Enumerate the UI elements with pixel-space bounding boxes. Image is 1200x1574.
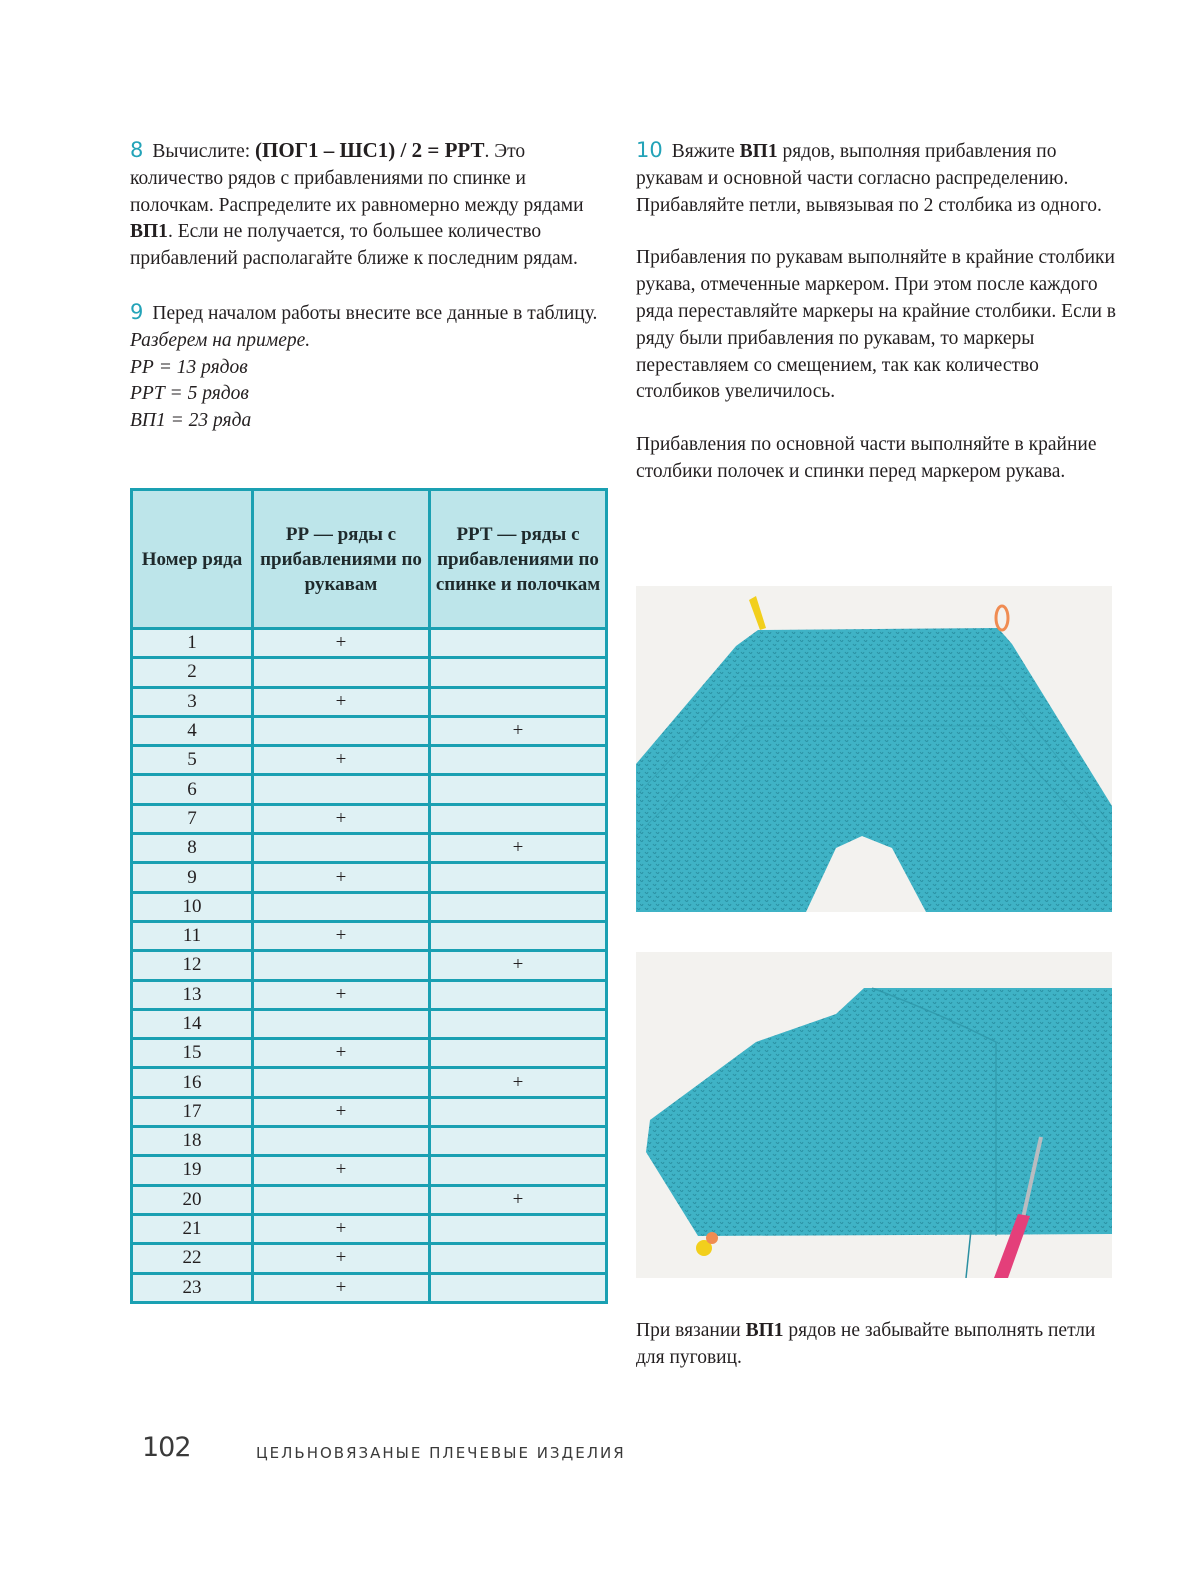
sleeve-increase-cell xyxy=(253,1127,430,1156)
step-number: 8 xyxy=(130,138,144,162)
row-number-cell: 21 xyxy=(132,1214,253,1243)
body-increase-cell xyxy=(430,687,607,716)
paragraph-sleeve-increases: Прибавления по рукавам выполняйте в крайние столбики рукава, отмеченные маркером. При этом после каждого ряда переставляйте маркеры на крайние столбики. Если в ряду были прибавления по рукавам, то маркеры переставляем со смещением, так как количество столбиков увеличилось. xyxy=(636,247,1116,403)
sleeve-increase-cell: + xyxy=(253,1214,430,1243)
page-number: 102 xyxy=(142,1432,191,1463)
table-row xyxy=(132,1156,607,1185)
paragraph-body-increases: Прибавления по основной части выполняйте в крайние столбики полочек и спинки перед маркером рукава. xyxy=(636,434,1097,482)
formula: (ПОГ1 – ШС1) / 2 = РРТ xyxy=(255,138,485,162)
row-number-cell: 1 xyxy=(132,629,253,658)
sleeve-increase-cell: + xyxy=(253,921,430,950)
table-row xyxy=(132,1097,607,1126)
table-row xyxy=(132,834,607,863)
row-number-cell: 9 xyxy=(132,863,253,892)
sleeve-increase-cell: + xyxy=(253,1039,430,1068)
step-8: 8 Вычислите: (ПОГ1 – ШС1) / 2 = РРТ. Это количество рядов с прибавлениями по спинке и полочкам. Распределите их равномерно между рядами ВП1. Если не получается, то большее количество прибавлений располагайте ближе к последним рядам. xyxy=(130,138,584,270)
header-row-number: Номер ряда xyxy=(132,490,253,629)
step-9: 9 Перед началом работы внесите все данные в таблицу. Разберем на примере. РР = 13 рядов РРТ = 5 рядов ВП1 = 23 ряда xyxy=(130,299,598,432)
table-row xyxy=(132,1244,607,1273)
body-increase-cell xyxy=(430,1097,607,1126)
row-number-cell: 16 xyxy=(132,1068,253,1097)
body-increase-cell xyxy=(430,892,607,921)
step-number: 9 xyxy=(130,299,144,324)
table-row xyxy=(132,1273,607,1302)
body-increase-cell xyxy=(430,1127,607,1156)
sleeve-increase-cell: + xyxy=(253,1244,430,1273)
example-line: ВП1 = 23 ряда xyxy=(130,410,252,432)
sleeve-increase-cell: + xyxy=(253,1097,430,1126)
row-number-cell: 18 xyxy=(132,1127,253,1156)
body-increase-cell xyxy=(430,1156,607,1185)
sleeve-increase-cell: + xyxy=(253,980,430,1009)
buttonhole-note: При вязании ВП1 рядов не забывайте выполнять петли для пуговиц. xyxy=(636,1320,1096,1368)
sleeve-increase-cell xyxy=(253,775,430,804)
table-row xyxy=(132,687,607,716)
table-row xyxy=(132,658,607,687)
sleeve-increase-cell: + xyxy=(253,687,430,716)
sleeve-increase-cell xyxy=(253,834,430,863)
sleeve-increase-cell: + xyxy=(253,629,430,658)
body-increase-cell xyxy=(430,629,607,658)
table-row xyxy=(132,892,607,921)
body-increase-cell xyxy=(430,921,607,950)
photo-yoke-with-hook xyxy=(636,952,1112,1278)
body-increase-cell xyxy=(430,980,607,1009)
table-row xyxy=(132,804,607,833)
table-header-row xyxy=(132,490,607,629)
sleeve-increase-cell xyxy=(253,1185,430,1214)
header-body-increases: РРТ — ряды с прибавлениями по спинке и полочкам xyxy=(430,490,607,629)
body-increase-cell xyxy=(430,658,607,687)
row-number-cell: 17 xyxy=(132,1097,253,1126)
sleeve-increase-cell xyxy=(253,716,430,745)
row-number-cell: 23 xyxy=(132,1273,253,1302)
row-number-cell: 19 xyxy=(132,1156,253,1185)
sleeve-increase-cell xyxy=(253,892,430,921)
body-increase-cell: + xyxy=(430,1185,607,1214)
sleeve-increase-cell: + xyxy=(253,746,430,775)
sleeve-increase-cell: + xyxy=(253,804,430,833)
sleeve-increase-cell xyxy=(253,1009,430,1038)
body-increase-cell: + xyxy=(430,951,607,980)
body-increase-cell xyxy=(430,746,607,775)
body-increase-cell xyxy=(430,804,607,833)
header-sleeve-increases: РР — ряды с прибавлениями по рукавам xyxy=(253,490,430,629)
row-number-cell: 2 xyxy=(132,658,253,687)
row-number-cell: 20 xyxy=(132,1185,253,1214)
sleeve-increase-cell xyxy=(253,1068,430,1097)
row-number-cell: 14 xyxy=(132,1009,253,1038)
table-row xyxy=(132,951,607,980)
table-row xyxy=(132,746,607,775)
row-number-cell: 6 xyxy=(132,775,253,804)
body-increase-cell xyxy=(430,1273,607,1302)
orange-marker-icon xyxy=(706,1232,718,1244)
row-number-cell: 11 xyxy=(132,921,253,950)
table-row xyxy=(132,1068,607,1097)
table-row xyxy=(132,1039,607,1068)
body-increase-cell: + xyxy=(430,834,607,863)
sleeve-increase-cell: + xyxy=(253,1273,430,1302)
row-number-cell: 5 xyxy=(132,746,253,775)
table-row xyxy=(132,629,607,658)
table-row xyxy=(132,1185,607,1214)
table-row xyxy=(132,1127,607,1156)
row-number-cell: 7 xyxy=(132,804,253,833)
table-row xyxy=(132,863,607,892)
table-row xyxy=(132,921,607,950)
body-increase-cell xyxy=(430,1244,607,1273)
step-10: 10 Вяжите ВП1 рядов, выполняя прибавления по рукавам и основной части согласно распределению. Прибавляйте петли, вывязывая по 2 столбика из одного. xyxy=(636,138,1102,216)
example-line: РРТ = 5 рядов xyxy=(130,383,249,405)
row-number-cell: 12 xyxy=(132,951,253,980)
table-row xyxy=(132,1214,607,1243)
body-increase-cell xyxy=(430,863,607,892)
photo-yoke-with-markers xyxy=(636,586,1112,912)
row-number-cell: 4 xyxy=(132,716,253,745)
right-column xyxy=(636,137,1116,486)
row-number-cell: 15 xyxy=(132,1039,253,1068)
row-number-cell: 8 xyxy=(132,834,253,863)
table-row xyxy=(132,980,607,1009)
step-number: 10 xyxy=(636,138,663,162)
table-row xyxy=(132,775,607,804)
table-row xyxy=(132,716,607,745)
body-increase-cell: + xyxy=(430,1068,607,1097)
body-increase-cell xyxy=(430,1214,607,1243)
row-distribution-table xyxy=(130,488,608,1304)
sleeve-increase-cell xyxy=(253,951,430,980)
example-line: РР = 13 рядов xyxy=(130,356,248,378)
row-number-cell: 22 xyxy=(132,1244,253,1273)
sleeve-increase-cell: + xyxy=(253,863,430,892)
sleeve-increase-cell xyxy=(253,658,430,687)
example-intro: Разберем на примере. xyxy=(130,329,311,351)
running-head: ЦЕЛЬНОВЯЗАНЫЕ ПЛЕЧЕВЫЕ ИЗДЕЛИЯ xyxy=(256,1444,626,1462)
body-increase-cell xyxy=(430,775,607,804)
body-increase-cell xyxy=(430,1009,607,1038)
left-column xyxy=(130,137,610,435)
body-increase-cell: + xyxy=(430,716,607,745)
table-row xyxy=(132,1009,607,1038)
row-number-cell: 10 xyxy=(132,892,253,921)
body-increase-cell xyxy=(430,1039,607,1068)
sleeve-increase-cell: + xyxy=(253,1156,430,1185)
row-number-cell: 3 xyxy=(132,687,253,716)
row-number-cell: 13 xyxy=(132,980,253,1009)
